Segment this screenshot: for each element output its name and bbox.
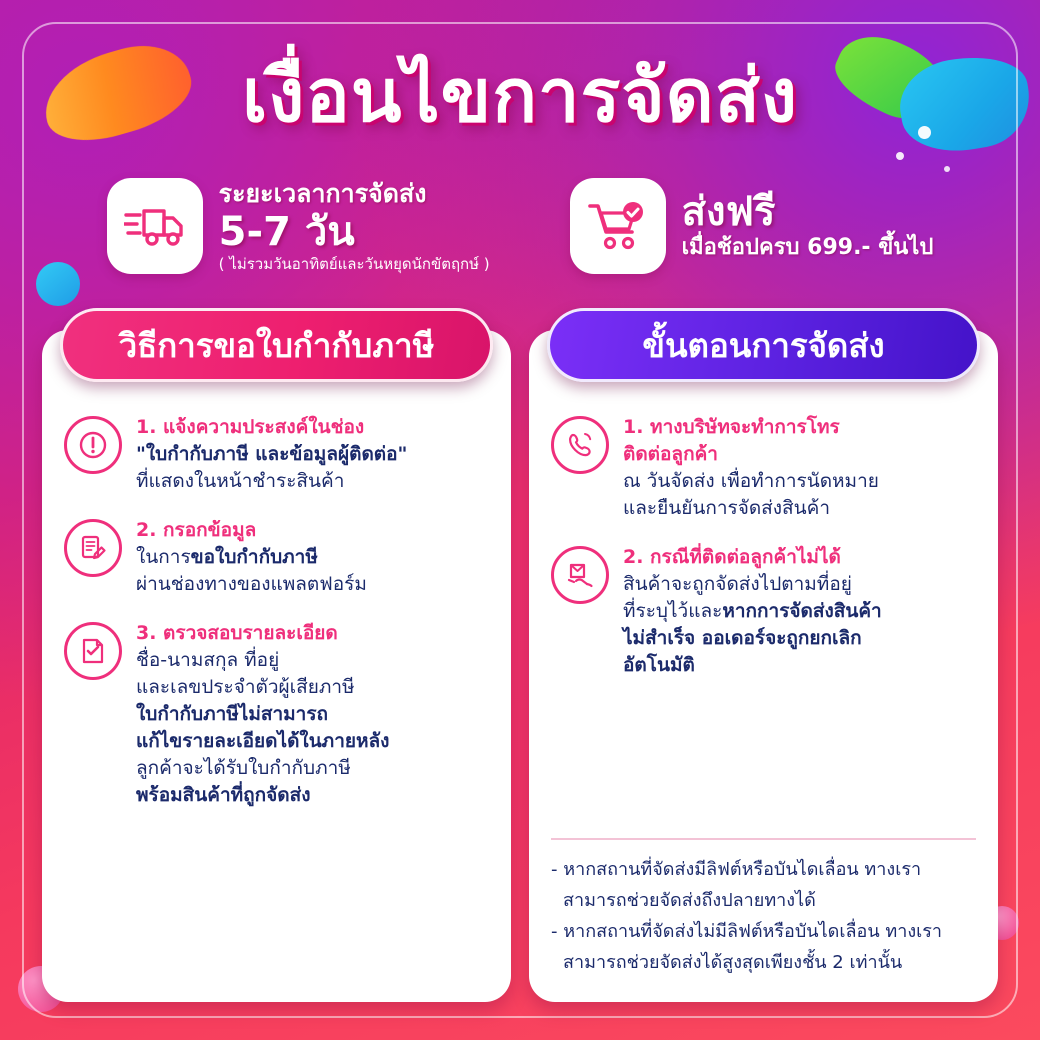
shipping-step-2-rest2-bold: หากการจัดส่งสินค้า bbox=[722, 599, 882, 622]
free-shipping-title: ส่งฟรี bbox=[681, 188, 776, 235]
tax-invoice-step-2-text bbox=[136, 517, 367, 598]
shopping-cart-check-icon bbox=[570, 178, 666, 274]
free-shipping-condition: เมื่อช้อปครบ 699.- ขึ้นไป bbox=[681, 234, 934, 260]
step-3-rest3: ลูกค้าจะได้รับใบกำกับภาษี bbox=[136, 756, 351, 779]
tax-invoice-step-3 bbox=[64, 620, 489, 809]
tax-invoice-step-2 bbox=[64, 517, 489, 598]
page-title: เงื่อนไขการจัดส่ง bbox=[241, 53, 799, 139]
delivery-truck-icon bbox=[107, 178, 203, 274]
step-2-lead: 2. กรอกข้อมูล bbox=[136, 518, 257, 541]
tax-invoice-step-3-text bbox=[136, 620, 389, 809]
parcel-handover-icon bbox=[551, 546, 609, 604]
step-1-lead: 1. แจ้งความประสงค์ในช่อง bbox=[136, 416, 365, 438]
checklist-icon bbox=[64, 622, 122, 680]
step-3-bold1: ใบกำกับภาษีไม่สามารถ bbox=[136, 702, 329, 725]
shipping-step-1-rest1: ณ วันจัดส่ง เพื่อทำการนัดหมาย bbox=[623, 469, 879, 492]
form-pencil-icon bbox=[64, 519, 122, 577]
feature-delivery-time bbox=[107, 178, 490, 275]
step-3-bold2: แก้ไขรายละเอียดได้ในภายหลัง bbox=[136, 729, 390, 752]
step-3-rest2: และเลขประจำตัวผู้เสียภาษี bbox=[136, 675, 355, 698]
step-2-line2 bbox=[136, 544, 367, 571]
delivery-time-value: 5-7 วัน bbox=[218, 209, 355, 256]
step-1-rest: ที่แสดงในหน้าชำระสินค้า bbox=[136, 469, 345, 492]
shipping-notes bbox=[551, 838, 976, 980]
shipping-step-2-bold2: ไม่สำเร็จ ออเดอร์จะถูกยกเลิก bbox=[623, 626, 862, 649]
tax-invoice-step-1-text bbox=[136, 414, 407, 495]
shipping-step-2-lead: 2. กรณีที่ติดต่อลูกค้าไม่ได้ bbox=[623, 545, 841, 568]
shipping-step-2-text bbox=[623, 544, 882, 679]
shipping-note-line-1: - หากสถานที่จัดส่งมีลิฟต์หรือบันไดเลื่อน ทางเรา bbox=[551, 859, 922, 880]
step-2-rest: ผ่านช่องทางของแพลตฟอร์ม bbox=[136, 572, 367, 595]
shipping-step-2-line bbox=[623, 598, 882, 625]
shipping-step-1-lead1: 1. ทางบริษัทจะทำการโทร bbox=[623, 416, 840, 438]
tax-invoice-card-header: วิธีการขอใบกำกับภาษี bbox=[60, 308, 493, 382]
shipping-step-2 bbox=[551, 544, 976, 679]
shipping-process-card-header: ขั้นตอนการจัดส่ง bbox=[547, 308, 980, 382]
step-1-bold: "ใบกำกับภาษี และข้อมูลผู้ติดต่อ" bbox=[136, 442, 408, 465]
step-3-bold3: พร้อมสินค้าที่ถูกจัดส่ง bbox=[136, 783, 311, 806]
cards-row bbox=[42, 325, 998, 1002]
feature-row bbox=[0, 178, 1040, 275]
white-dot-decoration-2 bbox=[896, 152, 904, 160]
white-dot-decoration-3 bbox=[944, 166, 950, 172]
shipping-step-2-bold3: อัตโนมัติ bbox=[623, 653, 695, 676]
step-2-line2-pre: ในการ bbox=[136, 545, 191, 568]
shipping-step-1-rest2: และยืนยันการจัดส่งสินค้า bbox=[623, 496, 831, 519]
step-2-line2-bold: ขอใบกำกับภาษี bbox=[190, 545, 318, 568]
feature-free-shipping bbox=[570, 178, 934, 274]
shipping-step-1-lead2: ติดต่อลูกค้า bbox=[623, 442, 718, 465]
shipping-note-line-4: สามารถช่วยจัดส่งได้สูงสุดเพียงชั้น 2 เท่านั้น bbox=[563, 952, 903, 973]
shipping-process-steps bbox=[551, 402, 976, 679]
delivery-time-note: ( ไม่รวมวันอาทิตย์และวันหยุดนักขัตฤกษ์ ) bbox=[218, 255, 490, 274]
tax-invoice-card bbox=[42, 325, 511, 1002]
shipping-step-2-rest2-pre: ที่ระบุไว้และ bbox=[623, 599, 723, 622]
shipping-step-2-rest1: สินค้าจะถูกจัดส่งไปตามที่อยู่ bbox=[623, 572, 852, 595]
shipping-note-line-2: สามารถช่วยจัดส่งถึงปลายทางได้ bbox=[563, 890, 816, 911]
shipping-step-1-text bbox=[623, 414, 879, 522]
delivery-time-title: ระยะเวลาการจัดส่ง bbox=[218, 179, 427, 208]
phone-call-icon bbox=[551, 416, 609, 474]
shipping-note-line-3: - หากสถานที่จัดส่งไม่มีลิฟต์หรือบันไดเลื่อน ทางเรา bbox=[551, 921, 943, 942]
step-3-rest1: ชื่อ-นามสกุล ที่อยู่ bbox=[136, 648, 280, 671]
free-shipping-text bbox=[682, 190, 934, 263]
step-3-lead: 3. ตรวจสอบรายละเอียด bbox=[136, 621, 338, 644]
shipping-process-card bbox=[529, 325, 998, 1002]
tax-invoice-step-1 bbox=[64, 414, 489, 495]
delivery-time-text bbox=[219, 178, 490, 275]
warning-circle-icon bbox=[64, 416, 122, 474]
shipping-step-1 bbox=[551, 414, 976, 522]
tax-invoice-steps bbox=[64, 402, 489, 809]
